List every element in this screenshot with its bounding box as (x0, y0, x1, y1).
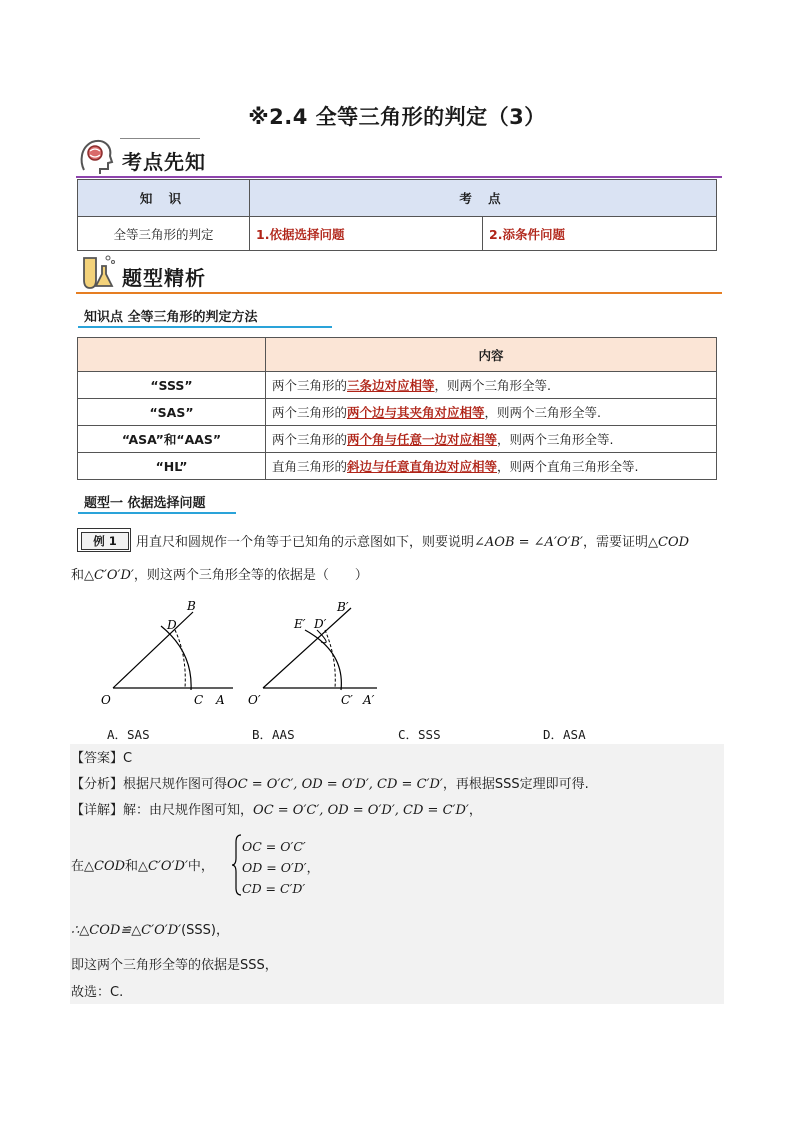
text: 中， (187, 859, 214, 874)
divider (120, 138, 200, 139)
arc (305, 630, 341, 690)
question-line-2 (71, 566, 721, 586)
text: ，则两个三角形全等. (434, 378, 552, 393)
text: 在△ (71, 859, 94, 874)
analysis-label: 【分析】 (71, 777, 124, 792)
section-title: 考点先知 (122, 150, 206, 174)
method-content (266, 372, 717, 399)
type1-title: 题型一 依据选择问题 (84, 496, 206, 511)
text: (SSS)， (181, 923, 229, 938)
text: ，则两个直角三角形全等. (497, 459, 639, 474)
page-title: ※2.4 全等三角形的判定（3） (248, 105, 546, 129)
brace-icon (232, 834, 242, 896)
ray-ob (113, 612, 193, 688)
conclusion-line (71, 921, 229, 941)
basis-line: 即这两个三角形全等的依据是SSS， (71, 958, 278, 973)
text: ，则两个三角形全等. (497, 432, 614, 447)
example-badge (77, 528, 131, 552)
label-A: A (216, 693, 225, 707)
text: ，则两个三角形全等. (484, 405, 602, 420)
label-O-prime: O′ (248, 693, 261, 707)
detail-label: 【详解】 (71, 803, 124, 818)
label-B: B (187, 599, 196, 613)
text: ， (468, 803, 482, 818)
text: 两个三角形的 (272, 405, 348, 420)
divider (78, 512, 236, 514)
dashed-segment (325, 630, 335, 688)
table-row (78, 453, 717, 480)
text: 两个三角形的 (272, 378, 348, 393)
key-phrase: 斜边与任意直角边对应相等 (347, 459, 498, 474)
label-E-prime: E′ (294, 617, 306, 631)
label-D-prime: D′ (314, 617, 327, 631)
math: COD (658, 535, 690, 550)
method-name: “HL” (78, 453, 266, 480)
divider (78, 326, 332, 328)
math: OC = O′C′, OD = O′D′, CD = C′D′ (253, 803, 469, 818)
table-cell-knowledge: 全等三角形的判定 (78, 217, 250, 251)
method-name: “ASA”和“AAS” (78, 426, 266, 453)
kaodian-table (77, 179, 717, 251)
math: ∠AOB = ∠A′O′B′ (474, 535, 584, 550)
section-tixing (76, 256, 722, 294)
table-row (78, 426, 717, 453)
answer-value: C (123, 751, 133, 766)
table-header-points: 考 点 (250, 180, 717, 217)
equation-system (242, 836, 319, 899)
choose-line: 故选：C. (71, 985, 124, 1000)
equation: OC = O′C′ (242, 839, 306, 854)
table-header-empty (78, 338, 266, 372)
section-rule (76, 292, 722, 294)
example-label: 例 1 (81, 532, 129, 550)
choice-b: B．AAS (252, 727, 295, 742)
arc (161, 626, 191, 690)
text: ，需要证明△ (583, 535, 659, 550)
method-table (77, 337, 717, 480)
label-C: C (194, 693, 204, 707)
ray-ob-prime (263, 608, 351, 688)
equation: CD = C′D′ (242, 881, 306, 896)
label-B-prime: B′ (337, 600, 349, 614)
key-phrase: 三条边对应相等 (347, 378, 435, 393)
flask-icon (76, 252, 116, 292)
text: ，则这两个三角形全等的依据是（ ） (133, 568, 368, 583)
label-C-prime: C′ (341, 693, 353, 707)
table-header-content: 内容 (266, 338, 717, 372)
analysis-line (71, 775, 589, 795)
math: C′O′D′ (94, 568, 134, 583)
detail-line (71, 801, 482, 821)
table-row (78, 399, 717, 426)
table-cell-point-1: 1.依据选择问题 (250, 217, 483, 251)
answer-label: 【答案】 (71, 751, 124, 766)
method-name: “SSS” (78, 372, 266, 399)
dashed-segment (175, 630, 185, 688)
text: 和△ (71, 568, 94, 583)
in-triangles-line (71, 857, 214, 877)
math: OC = O′C′, OD = O′D′, CD = C′D′ (227, 777, 443, 792)
method-content (266, 453, 717, 480)
question-line-1 (136, 533, 726, 553)
key-phrase: 两个角与任意一边对应相等 (347, 432, 498, 447)
key-phrase: 两个边与其夹角对应相等 (347, 405, 485, 420)
text: 和△ (125, 859, 149, 874)
text: 用直尺和圆规作一个角等于已知角的示意图如下，则要说明 (136, 535, 475, 550)
choice-c: C．SSS (398, 727, 441, 742)
choice-d: D．ASA (543, 727, 586, 742)
label-O: O (101, 693, 111, 707)
choice-a: A．SAS (107, 727, 150, 742)
text: ，再根据SSS定理即可得. (442, 777, 589, 792)
construction-figure (95, 596, 395, 714)
table-cell-point-2: 2.添条件问题 (483, 217, 717, 251)
method-content (266, 399, 717, 426)
text: 解：由尺规作图可知， (123, 803, 254, 818)
answer-line (71, 749, 132, 769)
section-rule (76, 176, 722, 178)
table-header-knowledge: 知 识 (78, 180, 250, 217)
math: ∴△COD≌△C′O′D′ (71, 923, 182, 938)
brain-head-icon (76, 136, 116, 176)
table-row (78, 372, 717, 399)
label-A-prime: A′ (363, 693, 375, 707)
knowledge-point-title: 知识点 全等三角形的判定方法 (84, 310, 258, 325)
section-title: 题型精析 (122, 266, 206, 290)
text: 直角三角形的 (272, 459, 348, 474)
section-kaodian (76, 140, 722, 178)
math: COD (94, 859, 126, 874)
method-name: “SAS” (78, 399, 266, 426)
equation: OD = O′D′ (242, 860, 307, 875)
math: C′O′D′ (148, 859, 188, 874)
text: ， (306, 860, 320, 875)
text: 两个三角形的 (272, 432, 348, 447)
label-D: D (167, 618, 177, 632)
text: 根据尺规作图可得 (123, 777, 228, 792)
method-content (266, 426, 717, 453)
